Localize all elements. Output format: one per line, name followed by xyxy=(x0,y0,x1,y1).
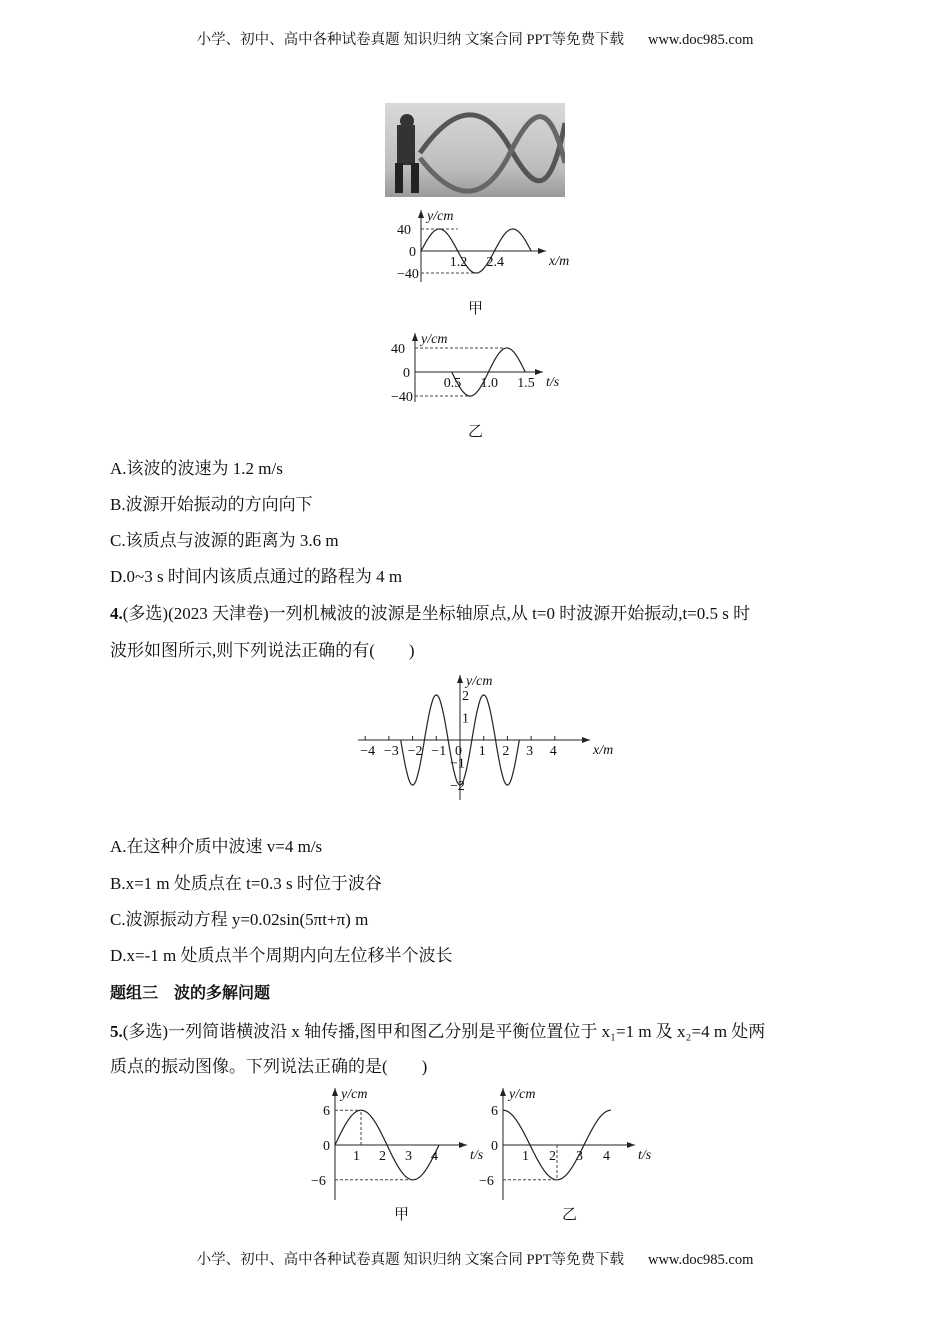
y-axis-label: y/cm xyxy=(509,1087,536,1102)
x-axis-arrow xyxy=(535,369,543,375)
x-tick-label: 1.2 xyxy=(449,255,468,270)
graph-q5-jia xyxy=(311,1087,484,1200)
y-tick-label: 0 xyxy=(403,366,410,381)
x-tick-label: 3 xyxy=(576,1149,583,1164)
y-axis-label: y/cm xyxy=(466,674,493,689)
x-tick-label: 0 xyxy=(455,744,462,759)
x-tick-label: 3 xyxy=(405,1149,412,1164)
y-tick-label: −6 xyxy=(479,1173,494,1189)
x-tick-label: −3 xyxy=(383,744,399,759)
y-tick-label: 0 xyxy=(409,245,416,260)
x-axis-label: x/m xyxy=(593,743,614,758)
x-axis-label: t/s xyxy=(638,1148,652,1163)
y-tick-label: 40 xyxy=(391,342,405,357)
x-axis-arrow xyxy=(582,737,590,743)
y-axis-arrow xyxy=(412,333,418,341)
page-footer xyxy=(0,1248,950,1269)
x-tick-label: 1.5 xyxy=(517,376,535,391)
x-tick-label: 1.0 xyxy=(480,376,498,391)
y-tick-label: 0 xyxy=(491,1139,498,1154)
y-tick-label: 0 xyxy=(323,1139,330,1154)
x-tick-label: 4 xyxy=(431,1149,438,1164)
y-tick-label: 6 xyxy=(323,1104,330,1120)
header-text: 小学、初中、高中各种试卷真题 知识归纳 文案合同 PPT等免费下载 xyxy=(196,32,624,48)
x-tick-label: 4 xyxy=(549,744,557,759)
q4-line1-text: (多选)(2023 天津卷)一列机械波的波源是坐标轴原点,从 t=0 时波源开始振动,t=0.5 s 时 xyxy=(122,604,751,623)
y-tick-label: 40 xyxy=(397,223,411,238)
footer-url: www.doc985.com xyxy=(647,1252,754,1268)
x-tick-label: 4 xyxy=(603,1149,610,1164)
y-tick-label: 1 xyxy=(462,711,469,727)
x-axis-arrow xyxy=(538,248,546,254)
q5-line1-text: (多选)一列简谐横波沿 x 轴传播,图甲和图乙分别是平衡位置位于 x₁=1 m 及 x₂=4 m 处两 xyxy=(122,1022,766,1041)
x-axis-label: t/s xyxy=(546,375,560,390)
x-tick-label: 2 xyxy=(379,1149,386,1164)
section-title: 题组三 波的多解问题 xyxy=(110,983,271,1002)
header-url: www.doc985.com xyxy=(647,32,754,48)
y-tick-label: −1 xyxy=(450,756,465,772)
y-tick-label: −2 xyxy=(450,779,465,794)
q5-number: 5. xyxy=(110,1022,123,1041)
y-axis-arrow xyxy=(332,1088,338,1096)
q3-fig-a-caption: 甲 xyxy=(468,299,484,317)
graph-q4 xyxy=(358,674,613,800)
x-tick-label: 1 xyxy=(353,1149,360,1164)
q4-option-b: B.x=1 m 处质点在 t=0.3 s 时位于波谷 xyxy=(110,874,382,893)
y-axis-label: y/cm xyxy=(421,332,448,347)
x-tick-label: −1 xyxy=(431,744,447,759)
q4-option-d: D.x=-1 m 处质点半个周期内向左位移半个波长 xyxy=(110,946,453,965)
y-tick-label: 6 xyxy=(491,1104,498,1120)
x-tick-label: 1 xyxy=(478,744,486,759)
q3-option-a: A.该波的波速为 1.2 m/s xyxy=(110,459,283,478)
q3-option-c: C.该质点与波源的距离为 3.6 m xyxy=(110,531,339,550)
x-tick-label: 0.5 xyxy=(443,376,462,391)
y-tick-label: −6 xyxy=(311,1173,326,1189)
x-axis-label: x/m xyxy=(549,254,570,269)
q4-stem-line1 xyxy=(110,599,750,624)
graph-q3-jia xyxy=(397,209,569,282)
q3-option-b: B.波源开始振动的方向向下 xyxy=(110,495,313,514)
y-axis-label: y/cm xyxy=(427,209,454,224)
x-tick-label: 2.4 xyxy=(486,255,504,270)
y-tick-label: 2 xyxy=(462,689,469,704)
q3-option-d: D.0~3 s 时间内该质点通过的路程为 4 m xyxy=(110,567,403,586)
y-axis-label: y/cm xyxy=(341,1087,368,1102)
x-axis-label: t/s xyxy=(470,1148,484,1163)
q5-fig-b-caption: 乙 xyxy=(562,1205,578,1223)
x-tick-label: 2 xyxy=(549,1149,556,1164)
x-axis-arrow xyxy=(627,1142,635,1148)
y-tick-label: −40 xyxy=(397,267,419,282)
q5-fig-a-caption: 甲 xyxy=(394,1205,410,1223)
y-tick-label: −40 xyxy=(391,390,413,405)
q4-number: 4. xyxy=(110,604,123,623)
q5-stem-line1 xyxy=(110,1017,765,1042)
q5-stem-line2: 质点的振动图像。下列说法正确的是( ) xyxy=(110,1057,428,1076)
x-tick-label: 2 xyxy=(502,744,510,759)
q4-option-a: A.在这种介质中波速 v=4 m/s xyxy=(110,837,323,856)
x-tick-label: −2 xyxy=(407,744,423,759)
graph-q3-yi xyxy=(391,332,560,405)
graph-q5-yi xyxy=(479,1087,652,1200)
q4-option-c: C.波源振动方程 y=0.02sin(5πt+π) m xyxy=(110,910,369,929)
x-axis-arrow xyxy=(459,1142,467,1148)
y-axis-arrow xyxy=(457,675,463,683)
footer-text: 小学、初中、高中各种试卷真题 知识归纳 文案合同 PPT等免费下载 xyxy=(196,1252,624,1268)
q3-fig-b-caption: 乙 xyxy=(468,422,484,440)
x-tick-label: 3 xyxy=(526,744,534,759)
y-axis-arrow xyxy=(418,210,424,218)
x-tick-label: 1 xyxy=(522,1149,529,1164)
x-tick-label: −4 xyxy=(360,744,376,759)
q4-stem-line2: 波形如图所示,则下列说法正确的有( ) xyxy=(110,641,415,660)
y-axis-arrow xyxy=(500,1088,506,1096)
